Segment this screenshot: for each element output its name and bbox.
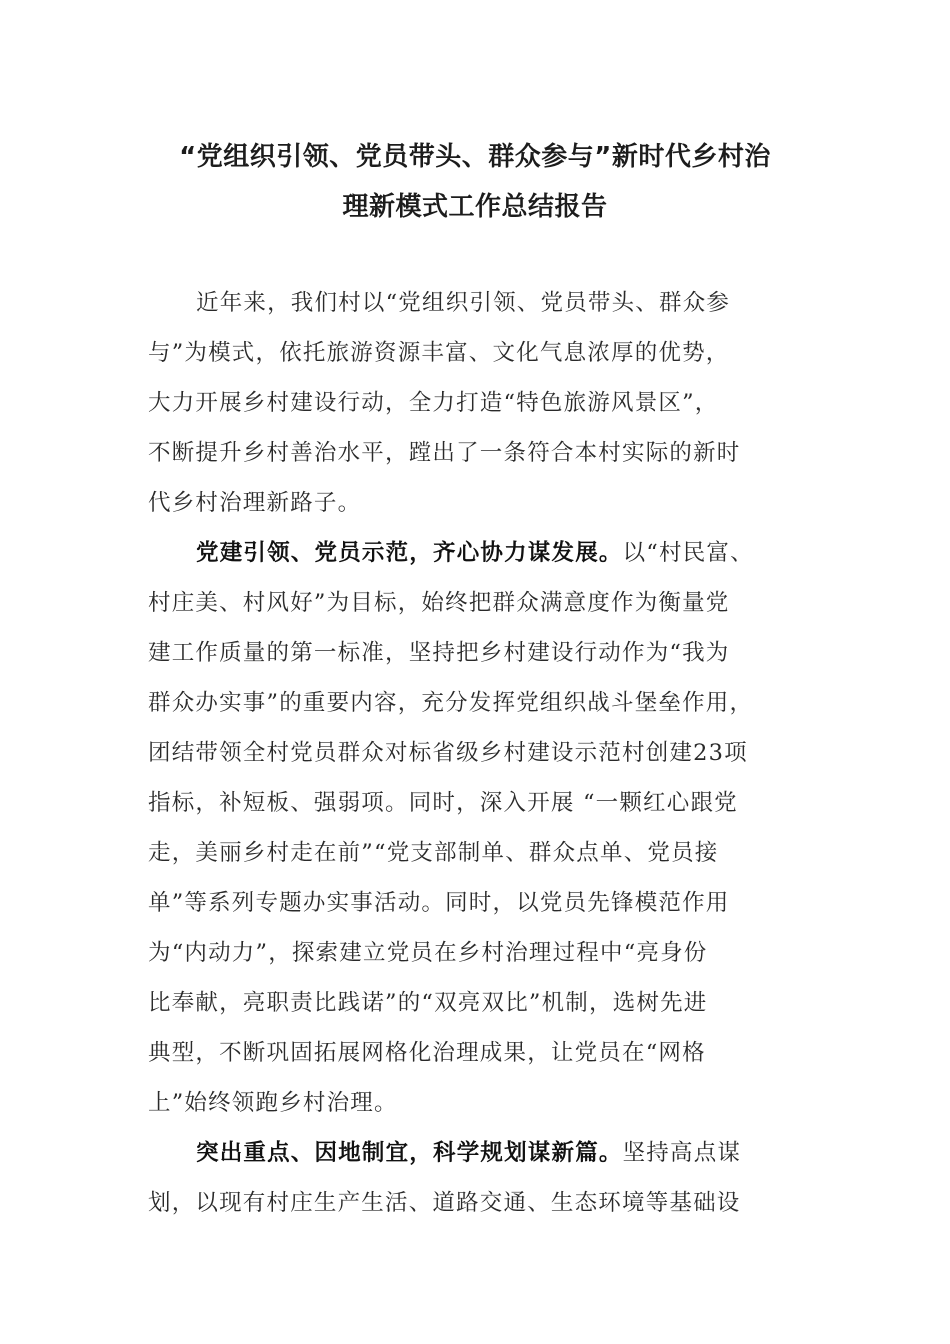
paragraph-1-line-2: 与”为模式，依托旅游资源丰富、文化气息浓厚的优势，	[148, 340, 730, 366]
paragraph-2-heading: 党建引领、党员示范，齐心协力谋发展。	[196, 540, 623, 566]
paragraph-1-line-1: 近年来，我们村以“党组织引领、党员带头、群众参	[196, 290, 731, 316]
paragraph-2-line-3: 建工作质量的第一标准，坚持把乡村建设行动作为“我为	[148, 640, 730, 666]
paragraph-2-line-6: 指标，补短板、强弱项。同时，深入开展 “一颗红心跟党	[148, 790, 738, 816]
paragraph-2-line-9: 为“内动力”，探索建立党员在乡村治理过程中“亮身份	[148, 940, 708, 966]
paragraph-2-line-12: 上”始终领跑乡村治理。	[148, 1090, 398, 1116]
paragraph-3-first-line-rest: 坚持高点谋	[622, 1140, 742, 1166]
paragraph-2-line-5: 团结带领全村党员群众对标省级乡村建设示范村创建23项	[148, 740, 748, 766]
paragraph-2-line-4: 群众办实事”的重要内容，充分发挥党组织战斗堡垒作用，	[148, 690, 754, 716]
paragraph-3-line-1	[196, 1135, 741, 1167]
paragraph-3-heading: 突出重点、因地制宜，科学规划谋新篇。	[196, 1140, 623, 1166]
paragraph-1-line-4: 不断提升乡村善治水平，蹚出了一条符合本村实际的新时	[148, 440, 741, 466]
paragraph-2-line-11: 典型，不断巩固拓展网格化治理成果，让党员在“网格	[148, 1040, 706, 1066]
paragraph-2-first-line-rest: 以“村民富、	[622, 540, 754, 566]
paragraph-2-line-8: 单”等系列专题办实事活动。同时，以党员先锋模范作用	[148, 890, 730, 916]
paragraph-1-line-5: 代乡村治理新路子。	[148, 490, 362, 516]
document-title-line-1: “党组织引领、党员带头、群众参与”新时代乡村治	[179, 142, 771, 172]
paragraph-2-line-1	[196, 535, 754, 567]
paragraph-1-line-3: 大力开展乡村建设行动，全力打造“特色旅游风景区”，	[148, 390, 719, 416]
paragraph-2-line-7: 走，美丽乡村走在前”“党支部制单、群众点单、党员接	[148, 840, 719, 866]
paragraph-2-line-10: 比奉献，亮职责比践诺”的“双亮双比”机制，选树先进	[148, 990, 708, 1016]
document-title-line-2: 理新模式工作总结报告	[342, 192, 608, 222]
paragraph-3-line-2: 划，以现有村庄生产生活、道路交通、生态环境等基础设	[148, 1190, 741, 1216]
paragraph-2-line-2: 村庄美、村风好”为目标，始终把群众满意度作为衡量党	[148, 590, 730, 616]
